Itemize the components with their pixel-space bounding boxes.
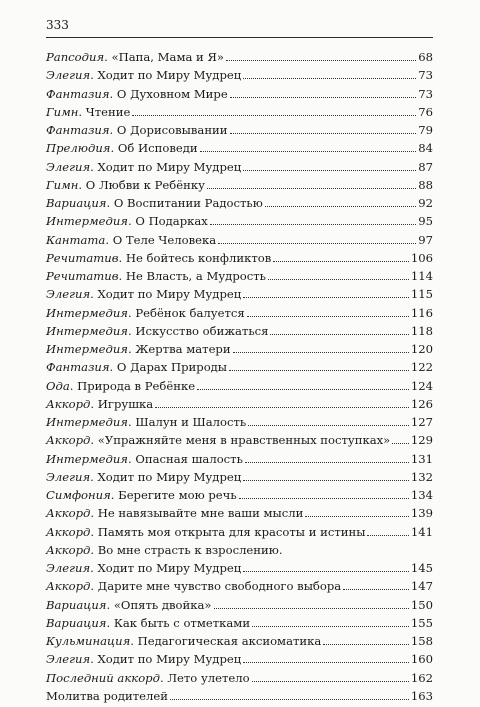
toc-entry-title: О Теле Человека [112, 232, 217, 247]
toc-entry-title: «Папа, Мама и Я» [111, 50, 224, 64]
dot-leader [200, 151, 417, 152]
toc-entry-genre: Речитатив [46, 269, 119, 283]
toc-entry-page-number: 68 [418, 50, 433, 64]
toc-entry [46, 306, 433, 324]
toc-entry-title: Ходит по Миру Мудрец [97, 652, 242, 667]
dot-leader [252, 681, 409, 682]
toc-entry-genre: Фантазия [46, 123, 110, 137]
dot-leader [229, 370, 409, 371]
dot-leader [243, 571, 409, 572]
toc-entry [46, 671, 433, 689]
toc-entry [46, 525, 433, 543]
genre-separator: . [78, 104, 86, 119]
table-of-contents [46, 50, 433, 707]
genre-separator: . [128, 342, 136, 356]
toc-entry [46, 397, 433, 415]
genre-separator: . [128, 451, 136, 466]
dot-leader [207, 188, 416, 189]
toc-entry-title: Берегите мою речь [118, 488, 237, 502]
genre-separator: . [90, 524, 98, 539]
toc-entry-title: Не навязывайте мне ваши мысли [97, 506, 304, 521]
genre-separator: . [90, 159, 98, 174]
toc-entry-genre: Интермедия [46, 451, 128, 466]
dot-leader [323, 644, 409, 645]
toc-entry [46, 233, 433, 251]
genre-separator: . [106, 196, 114, 210]
genre-separator: . [109, 360, 117, 375]
toc-entry-title: О Любви к Ребёнку [85, 177, 205, 192]
toc-entry-genre: Фантазия [46, 86, 110, 101]
toc-entry-genre: Ода [46, 378, 70, 393]
toc-entry-genre: Фантазия [46, 360, 110, 375]
toc-entry-genre: Кульминация [46, 634, 131, 648]
genre-separator: . [90, 579, 98, 594]
dot-leader [248, 425, 409, 426]
toc-entry-genre: Аккорд [46, 542, 91, 557]
toc-entry-page-number: 122 [410, 360, 433, 375]
toc-entry-title: О Духовном Мире [116, 86, 228, 101]
toc-entry-genre: Аккорд [46, 524, 91, 539]
dot-leader [197, 389, 409, 390]
toc-entry-title: Во мне страсть к взрослению. [97, 542, 283, 557]
toc-entry-title: О Дорисовывании [116, 123, 228, 137]
toc-entry-genre: Симфония [46, 488, 111, 502]
toc-entry [46, 488, 433, 506]
toc-entry-page-number: 73 [418, 86, 433, 101]
genre-separator: . [109, 86, 117, 101]
toc-entry-page-number: 155 [410, 615, 433, 630]
dot-leader [239, 498, 409, 499]
toc-entry-title: «Опять двойка» [113, 597, 212, 612]
toc-entry-page-number: 141 [410, 524, 433, 539]
dot-leader [243, 662, 409, 663]
genre-separator: . [78, 177, 86, 192]
genre-separator: . [90, 396, 98, 411]
toc-entry [46, 598, 433, 616]
toc-entry-page-number: 150 [410, 597, 433, 612]
genre-separator: . [128, 415, 136, 429]
dot-leader [268, 279, 409, 280]
toc-entry-page-number: 163 [410, 688, 433, 703]
toc-entry-genre: Элегия [46, 652, 91, 667]
genre-separator: . [90, 506, 98, 521]
toc-entry-page-number: 114 [410, 269, 433, 283]
toc-entry-genre: Интермедия [46, 342, 128, 356]
page-header [46, 18, 433, 38]
dot-leader [243, 170, 416, 171]
genre-separator: . [130, 634, 138, 648]
dot-leader [270, 334, 408, 335]
page-number: 333 [46, 18, 69, 32]
toc-entry-genre: Речитатив [46, 250, 119, 265]
dot-leader [252, 626, 409, 627]
toc-entry-page-number: 79 [418, 123, 433, 137]
genre-separator: . [90, 561, 98, 575]
toc-entry [46, 415, 433, 433]
genre-separator: . [90, 652, 98, 667]
toc-entry [46, 251, 433, 269]
toc-entry-genre: Интермедия [46, 415, 128, 429]
toc-entry-page-number: 73 [418, 68, 433, 83]
dot-leader [230, 133, 417, 134]
toc-entry-title: Ходит по Миру Мудрец [97, 68, 242, 83]
toc-entry-title: Ходит по Миру Мудрец [97, 287, 242, 302]
genre-separator: . [110, 488, 119, 502]
genre-separator: . [128, 214, 136, 229]
toc-entry [46, 196, 433, 214]
dot-leader [210, 224, 416, 225]
toc-entry-title: Не бойтесь конфликтов [125, 250, 272, 265]
toc-entry-page-number: 132 [410, 469, 433, 484]
toc-entry-genre: Гимн [46, 177, 79, 192]
genre-separator: . [128, 305, 136, 320]
toc-entry-genre: Кантата [46, 232, 106, 247]
dot-leader [218, 243, 416, 244]
toc-entry [46, 360, 433, 378]
toc-entry [46, 379, 433, 397]
dot-leader [367, 535, 408, 536]
toc-entry-genre: Аккорд [46, 396, 91, 411]
dot-leader [170, 699, 409, 700]
toc-entry [46, 543, 433, 561]
toc-entry-genre: Гимн [46, 104, 79, 119]
toc-entry-page-number: 95 [418, 214, 433, 229]
genre-separator: . [109, 123, 117, 137]
toc-entry-title: Ходит по Миру Мудрец [97, 469, 242, 484]
toc-entry-title: Шалун и Шалость [135, 415, 247, 429]
dot-leader [243, 480, 409, 481]
dot-leader [233, 352, 409, 353]
dot-leader [245, 462, 409, 463]
toc-entry-title: Педагогическая аксиоматика [137, 634, 322, 648]
toc-entry [46, 689, 433, 707]
toc-entry-title: Опасная шалость [135, 451, 243, 466]
toc-entry-page-number: 162 [410, 670, 433, 685]
toc-entry-page-number: 131 [410, 451, 433, 466]
dot-leader [214, 608, 409, 609]
toc-entry [46, 452, 433, 470]
toc-entry-page-number: 84 [418, 141, 433, 156]
toc-entry-page-number: 129 [410, 433, 433, 448]
toc-entry-genre: Аккорд [46, 433, 91, 448]
toc-entry-title: О Подарках [135, 214, 208, 229]
toc-entry-title: Ребёнок балуется [135, 305, 245, 320]
toc-entry-title: Ходит по Миру Мудрец [97, 561, 242, 575]
toc-entry [46, 178, 433, 196]
toc-entry-title: Дарите мне чувство свободного выбора [97, 579, 342, 594]
toc-entry-genre: Элегия [46, 561, 91, 575]
genre-separator: . [90, 469, 98, 484]
toc-entry-title: Игрушка [97, 396, 154, 411]
toc-entry-genre: Элегия [46, 159, 91, 174]
toc-entry [46, 287, 433, 305]
dot-leader [392, 443, 409, 444]
toc-entry-genre: Аккорд [46, 506, 91, 521]
dot-leader [265, 206, 416, 207]
toc-entry-genre: Элегия [46, 68, 91, 83]
dot-leader [247, 316, 409, 317]
toc-entry-page-number: 118 [410, 323, 433, 338]
genre-separator: . [105, 232, 113, 247]
dot-leader [243, 297, 409, 298]
toc-entry-title: Природа в Ребёнке [77, 378, 196, 393]
toc-entry-page-number: 76 [418, 104, 433, 119]
genre-separator: . [106, 597, 114, 612]
toc-entry [46, 433, 433, 451]
dot-leader [132, 115, 416, 116]
genre-separator: . [90, 68, 98, 83]
toc-entry-genre: Интермедия [46, 214, 128, 229]
toc-entry-page-number: 139 [410, 506, 433, 521]
toc-entry-title: О Воспитании Радостью [113, 196, 263, 210]
toc-entry-title: Память моя открыта для красоты и истины [97, 524, 366, 539]
toc-entry [46, 470, 433, 488]
toc-entry-title: «Упражняйте меня в нравственных поступках» [97, 433, 391, 448]
toc-entry-page-number: 106 [410, 250, 433, 265]
toc-entry [46, 579, 433, 597]
toc-entry-page-number: 134 [410, 488, 433, 502]
toc-entry-genre: Элегия [46, 469, 91, 484]
toc-entry-genre: Вариация [46, 597, 107, 612]
toc-entry-page-number: 145 [410, 561, 433, 575]
toc-entry [46, 50, 433, 68]
toc-entry [46, 324, 433, 342]
toc-entry-title: Чтение [85, 104, 131, 119]
toc-entry-page-number: 127 [410, 415, 433, 429]
toc-entry-title: Не Власть, а Мудрость [125, 269, 266, 283]
toc-entry-genre: Аккорд [46, 579, 91, 594]
dot-leader [230, 97, 417, 98]
toc-entry-page-number: 115 [410, 287, 433, 302]
toc-entry [46, 141, 433, 159]
dot-leader [343, 589, 409, 590]
toc-entry-genre: Интермедия [46, 305, 128, 320]
genre-separator: . [110, 141, 118, 156]
toc-entry [46, 105, 433, 123]
toc-entry-title: Жертва матери [135, 342, 231, 356]
toc-entry-title: О Дарах Природы [116, 360, 228, 375]
toc-entry [46, 342, 433, 360]
toc-entry [46, 652, 433, 670]
toc-entry-page-number: 158 [410, 634, 433, 648]
toc-entry [46, 160, 433, 178]
genre-separator: . [106, 615, 114, 630]
toc-entry [46, 561, 433, 579]
genre-separator: . [159, 670, 168, 685]
toc-entry [46, 506, 433, 524]
toc-entry-page-number: 124 [410, 378, 433, 393]
toc-entry-title: Молитва родителей [46, 688, 168, 703]
toc-entry-page-number: 87 [418, 159, 433, 174]
genre-separator: . [128, 323, 136, 338]
genre-separator: . [104, 50, 112, 64]
toc-entry-page-number: 97 [418, 232, 433, 247]
toc-entry-title: Об Исповеди [117, 141, 198, 156]
genre-separator: . [90, 542, 98, 557]
genre-separator: . [90, 433, 98, 448]
dot-leader [226, 60, 416, 61]
toc-entry-page-number: 88 [418, 177, 433, 192]
toc-entry [46, 87, 433, 105]
dot-leader [273, 261, 409, 262]
toc-entry-page-number: 126 [410, 396, 433, 411]
toc-entry-page-number: 116 [410, 305, 433, 320]
toc-entry [46, 269, 433, 287]
genre-separator: . [118, 269, 126, 283]
dot-leader [155, 407, 409, 408]
toc-entry-genre: Рапсодия [46, 50, 105, 64]
toc-entry-genre: Вариация [46, 196, 107, 210]
toc-entry-page-number: 120 [410, 342, 433, 356]
toc-entry-page-number: 147 [410, 579, 433, 594]
toc-entry [46, 123, 433, 141]
toc-entry-page-number: 160 [410, 652, 433, 667]
toc-entry [46, 616, 433, 634]
toc-entry-genre: Прелюдия [46, 141, 111, 156]
toc-entry-title: Ходит по Миру Мудрец [97, 159, 242, 174]
dot-leader [243, 78, 416, 79]
toc-entry-genre: Последний аккорд [46, 670, 160, 685]
genre-separator: . [90, 287, 98, 302]
toc-entry [46, 68, 433, 86]
toc-entry-title: Искусство обижаться [135, 323, 269, 338]
toc-entry-title: Как быть с отметками [113, 615, 251, 630]
toc-entry-page-number: 92 [418, 196, 433, 210]
dot-leader [305, 516, 409, 517]
toc-entry-title: Лето улетело [167, 670, 250, 685]
toc-entry [46, 214, 433, 232]
toc-entry-genre: Элегия [46, 287, 91, 302]
genre-separator: . [118, 250, 126, 265]
genre-separator: . [69, 378, 78, 393]
toc-entry-genre: Интермедия [46, 323, 128, 338]
toc-entry-genre: Вариация [46, 615, 107, 630]
